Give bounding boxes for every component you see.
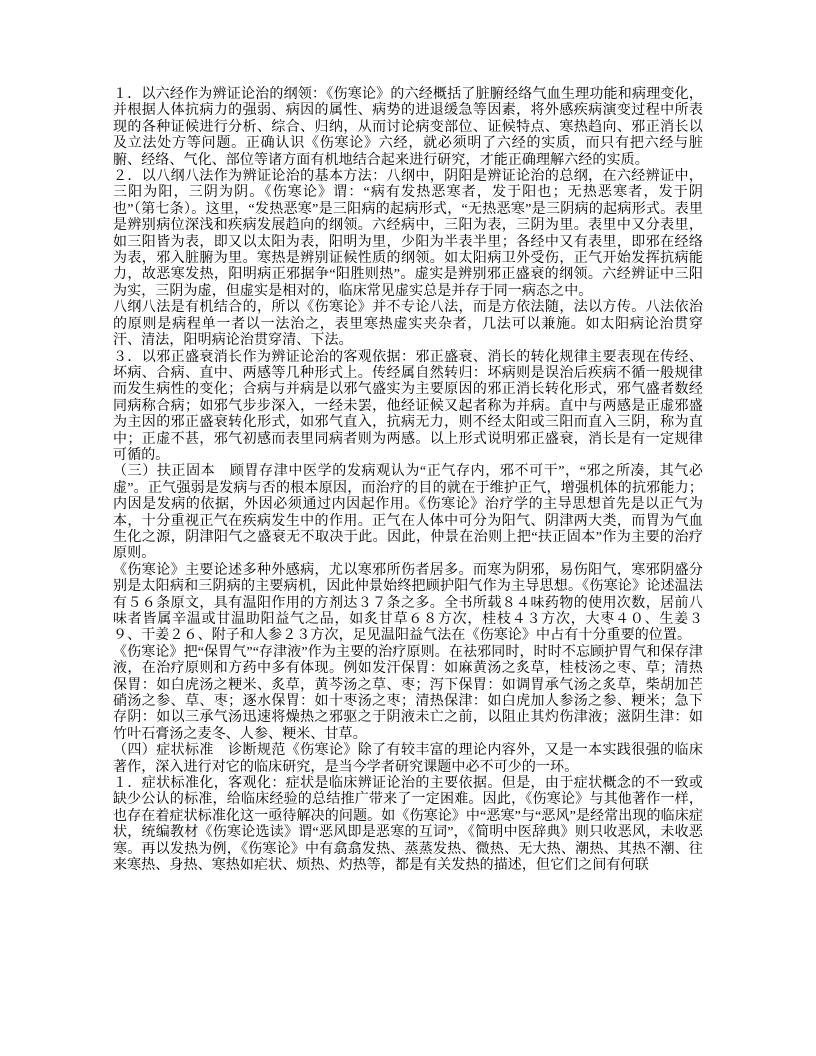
- paragraph: ３．以邪正盛衰消长作为辨证论治的客观依据：邪正盛衰、消长的转化规律主要表现在传经、坏病、合病、直中、两感等几种形式上。传经属自然转归：坏病则是误治后疾病不循一般规律而发生病性的变化；合病与并病是以邪气盛实为主要原因的邪正消长转化形式，邪气盛者数经同病称合病；如邪气步步深入，一经未罢，他经证候又起者称为并病。直中与两感是正虚邪盛为主因的邪正盛衰转化形式，如邪气直入，抗病无力，则不经太阳或三阳而直入三阴，称为直中；正虚不甚，邪气初感而表里同病者则为两感。以上形式说明邪正盛衰，消长是有一定规律可循的。: [113, 349, 703, 463]
- paragraph: １．症状标准化，客观化：症状是临床辨证论治的主要依据。但是，由于症状概念的不一致或缺少公认的标准，给临床经验的总结推广带来了一定困难。因此，《伤寒论》与其他著作一样，也存在着症状标准化这一亟待解决的问题。如《伤寒论》中“恶寒”与“恶风”是经常出现的临床症状，统编教材《伤寒论选读》谓“恶风即是恶寒的互词”，《简明中医辞典》则只收恶风，未收恶寒。再以发热为例，《伤寒论》中有翕翕发热、蒸蒸发热、微热、无大热、潮热、其热不潮、往来寒热、身热、寒热如疟状、烦热、灼热等，都是有关发热的描述，但它们之间有何联: [113, 776, 703, 874]
- paragraph: 《伤寒论》把“保胃气”“存津液”作为主要的治疗原则。在祛邪同时，时时不忘顾护胃气和保存津液，在治疗原则和方药中多有体现。例如发汗保胃：如麻黄汤之炙草，桂枝汤之枣、草；清热保胃：如白虎汤之粳米、炙草，黄芩汤之草、枣；泻下保胃：如调胃承气汤之炙草，柴胡加芒硝汤之参、草、枣；逐水保胃：如十枣汤之枣；清热保津：如白虎加人参汤之参、粳米；急下存阴：如以三承气汤迅速将燥热之邪驱之于阴液未亡之前，以阻止其灼伤津液；滋阴生津：如竹叶石膏汤之麦冬、人参、粳米、甘草。: [113, 644, 703, 742]
- paragraph: ２．以八纲八法作为辨证论治的基本方法：八纲中，阴阳是辨证论治的总纲，在六经辨证中，三阳为阳，三阴为阴。《伤寒论》谓：“病有发热恶寒者，发于阳也；无热恶寒者，发于阴也”（第七条）。这里，“发热恶寒”是三阳病的起病形式，“无热恶寒”是三阴病的起病形式。表里是辨别病位深浅和疾病发展趋向的纲领。六经病中，三阳为表，三阴为里。表里中又分表里，如三阳皆为表，即又以太阳为表，阳明为里，少阳为半表半里；各经中又有表里，即邪在经络为表，邪入脏腑为里。寒热是辨别证候性质的纲领。如太阳病卫外受伤，正气开始发挥抗病能力，故恶寒发热，阳明病正邪据争“阳胜则热”。虚实是辨别邪正盛衰的纲领。六经辨证中三阳为实，三阴为虚，但虚实是相对的，临床常见虚实总是并存于同一病态之中。: [113, 169, 703, 299]
- paragraph: （四）症状标准 诊断规范《伤寒论》除了有较丰富的理论内容外，又是一本实践很强的临床著作，深入进行对它的临床研究，是当今学者研究课题中必不可少的一环。: [113, 743, 703, 775]
- paragraph: （三）扶正固本 顾胃存津中医学的发病观认为“正气存内，邪不可干”，“邪之所凑，其气必虚”。正气强弱是发病与否的根本原因，而治疗的目的就在于维护正气，增强机体的抗邪能力；内因是发病的依据，外因必须通过内因起作用。《伤寒论》治疗学的主导思想首先是以正气为本，十分重视正气在疾病发生中的作用。正气在人体中可分为阳气、阴津两大类，而胃为气血生化之源，阴津阳气之盛衰无不取决于此。因此，仲景在治则上把“扶正固本”作为主要的治疗原则。: [113, 464, 703, 562]
- paragraph: 八纲八法是有机结合的，所以《伤寒论》并不专论八法，而是方依法随，法以方传。八法依治的原则是病程单一者以一法治之，表里寒热虚实夹杂者，几法可以兼施。如太阳病论治贯穿汗、清法，阳明病论治贯穿清、下法。: [113, 300, 703, 349]
- document-body: [113, 87, 703, 875]
- paragraph: １．以六经作为辨证论治的纲领：《伤寒论》的六经概括了脏腑经络气血生理功能和病理变化，并根据人体抗病力的强弱、病因的属性、病势的进退缓急等因素，将外感疾病演变过程中所表现的各种证候进行分析、综合、归纳，从而讨论病变部位、证候特点、寒热趋向、邪正消长以及立法处方等问题。正确认识《伤寒论》六经，就必须明了六经的实质，而只有把六经与脏腑、经络、气化、部位等诸方面有机地结合起来进行研究，才能正确理解六经的实质。: [113, 87, 703, 168]
- paragraph: 《伤寒论》主要论述多种外感病，尤以寒邪所伤者居多。而寒为阴邪，易伤阳气，寒邪阴盛分别是太阳病和三阴病的主要病机，因此仲景始终把顾护阳气作为主导思想。《伤寒论》论述温法有５６条原文，具有温阳作用的方剂达３７条之多。全书所载８４味药物的使用次数，居前八味者皆属辛温或甘温助阳益气之品，如炙甘草６８方次，桂枝４３方次，大枣４０、生姜３９、干姜２６、附子和人参２３方次，足见温阳益气法在《伤寒论》中占有十分重要的位置。: [113, 562, 703, 644]
